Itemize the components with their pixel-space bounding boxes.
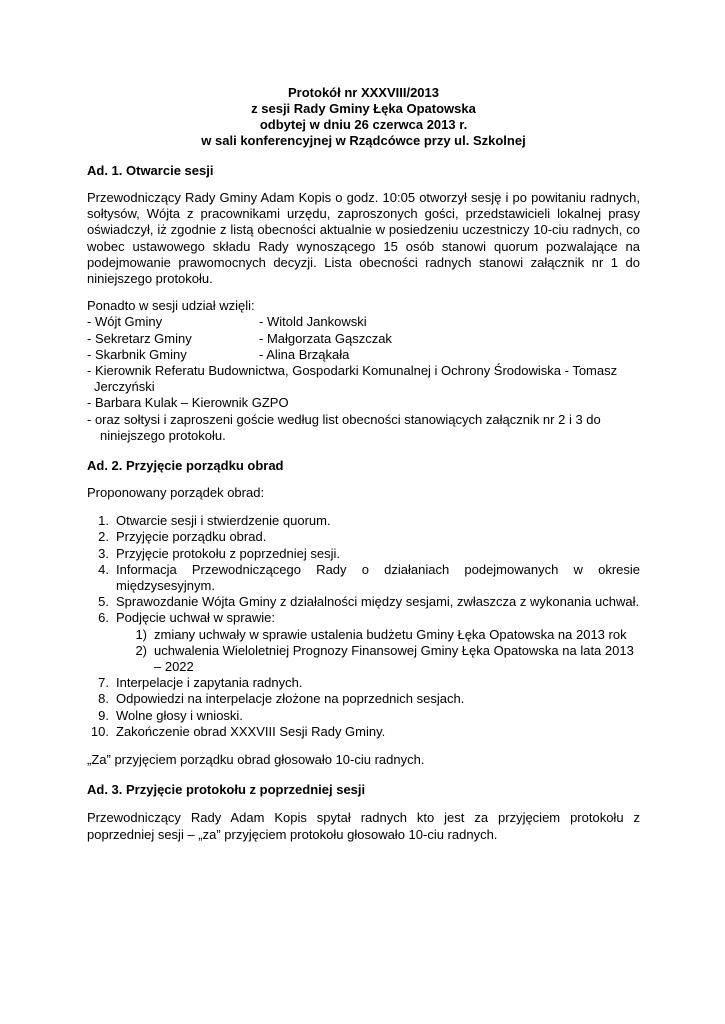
attendee-name: - Alina Brząkała (259, 346, 350, 362)
agenda-item (87, 546, 640, 562)
agenda-list (87, 513, 640, 626)
agenda-item-number: 5. (98, 594, 109, 610)
title-line-3: odbytej w dniu 26 czerwca 2013 r. (259, 117, 468, 132)
agenda-item (87, 708, 640, 724)
agenda-item-text: Zakończenie obrad XXXVIII Sesji Rady Gminy. (116, 723, 386, 739)
agenda-item (87, 529, 640, 545)
agenda-item-text: Informacja Przewodniczącego Rady o działaniach podejmowanych w okresie międzysesyjnym. (116, 561, 640, 594)
attendee-row (87, 347, 640, 363)
agenda-item (87, 724, 640, 740)
attendee-name: - Małgorzata Gąszczak (259, 330, 392, 346)
attendee-row (87, 331, 640, 347)
attendee-row (87, 314, 640, 330)
attendee-role: - Skarbnik Gminy (87, 346, 187, 362)
agenda-item-number: 4. (98, 561, 109, 577)
agenda-item-text: Wolne głosy i wnioski. (116, 707, 243, 723)
agenda-item-text: Odpowiedzi na interpelacje złożone na poprzednich sesjach. (116, 691, 465, 707)
agenda-item-number: 7. (98, 675, 109, 691)
agenda-item-text: Podjęcie uchwał w sprawie: (116, 610, 275, 626)
agenda-item-text: Otwarcie sesji i stwierdzenie quorum. (116, 513, 331, 529)
agenda-item-number: 8. (98, 691, 109, 707)
section-3-heading: Ad. 3. Przyjęcie protokołu z poprzedniej sesji (87, 782, 366, 798)
title-line-4: w sali konferencyjnej w Rządcówce przy ul. Szkolnej (201, 133, 526, 148)
agenda-subitem (109, 627, 640, 643)
agenda-item (87, 513, 640, 529)
agenda-subitem (109, 643, 640, 675)
agenda-item-number: 3. (98, 545, 109, 561)
agenda-item-text: Interpelacje i zapytania radnych. (116, 675, 303, 691)
agenda-item-number: 9. (98, 707, 109, 723)
agenda-list-continued (87, 675, 640, 740)
attendees-intro: Ponadto w sesji udział wzięli: (87, 298, 255, 314)
agenda-item-text: Przyjęcie porządku obrad. (116, 529, 267, 545)
section-1-paragraph: Przewodniczący Rady Gminy Adam Kopis o godz. 10:05 otworzył sesję i po powitaniu radnych, sołtysów, Wójta z pracownikami urzędu, zaproszonych gości, przedstawicieli lokalnej prasy oświadczył, iż zgodnie z listą obecności aktualnie w posiedzeniu uczestniczy 10-ciu radnych, co wobec ustawowego składu Rady wynoszącego 15 osób stanowi quorum pozwalające na podejmowanie prawomocnych decyzji. Lista obecności radnych stanowi załącznik nr 1 do niniejszego protokołu. (87, 190, 640, 287)
title-line-1: Protokół nr XXXVIII/2013 (288, 85, 439, 100)
agenda-item (87, 594, 640, 610)
agenda-subitem-text: uchwalenia Wieloletniej Prognozy Finansowej Gminy Łęka Opatowska na lata 2013 – 2022 (154, 642, 634, 675)
agenda-item (87, 610, 640, 626)
attendee-role: - Sekretarz Gminy (87, 330, 192, 346)
agenda-item-text: Przyjęcie protokołu z poprzedniej sesji. (116, 545, 340, 561)
agenda-vote-result: „Za” przyjęciem porządku obrad głosowało 10-ciu radnych. (87, 752, 425, 768)
agenda-item (87, 675, 640, 691)
attendee-role: - Wójt Gminy (87, 314, 163, 330)
agenda-item-number: 10. (90, 723, 109, 739)
document-title (87, 85, 640, 149)
title-line-2: z sesji Rady Gminy Łęka Opatowska (251, 101, 476, 116)
document-body (87, 85, 640, 843)
attendee-other-2: - Barbara Kulak – Kierownik GZPO (87, 395, 289, 411)
agenda-subitem-number: 2) (135, 642, 147, 658)
agenda-item-number: 6. (98, 610, 109, 626)
agenda-intro: Proponowany porządek obrad: (87, 485, 265, 501)
section-2-heading: Ad. 2. Przyjęcie porządku obrad (87, 458, 284, 474)
agenda-item-number: 1. (98, 513, 109, 529)
attendee-other-3: - oraz sołtysi i zaproszeni goście według list obecności stanowiących załącznik nr 2 i 3 do niniejszego protokołu. (87, 411, 601, 443)
attendee-other-1: - Kierownik Referatu Budownictwa, Gospodarki Komunalnej i Ochrony Środowiska - Tomasz Jerczyński (87, 363, 618, 395)
agenda-item-text: Sprawozdanie Wójta Gminy z działalności między sesjami, zwłaszcza z wykonania uchwał. (116, 594, 640, 610)
section-3-paragraph: Przewodniczący Rady Adam Kopis spytał radnych kto jest za przyjęciem protokołu z poprzedniej sesji – „za” przyjęciem protokołu głosowało 10-ciu radnych. (87, 810, 640, 842)
agenda-item (87, 562, 640, 594)
agenda-item (87, 691, 640, 707)
agenda-sublist (109, 627, 640, 676)
agenda-subitem-number: 1) (135, 626, 147, 642)
agenda-item-number: 2. (98, 529, 109, 545)
agenda-subitem-text: zmiany uchwały w sprawie ustalenia budżetu Gminy Łęka Opatowska na 2013 rok (154, 626, 627, 642)
section-1-heading: Ad. 1. Otwarcie sesji (87, 163, 214, 178)
attendee-name: - Witold Jankowski (259, 314, 367, 330)
